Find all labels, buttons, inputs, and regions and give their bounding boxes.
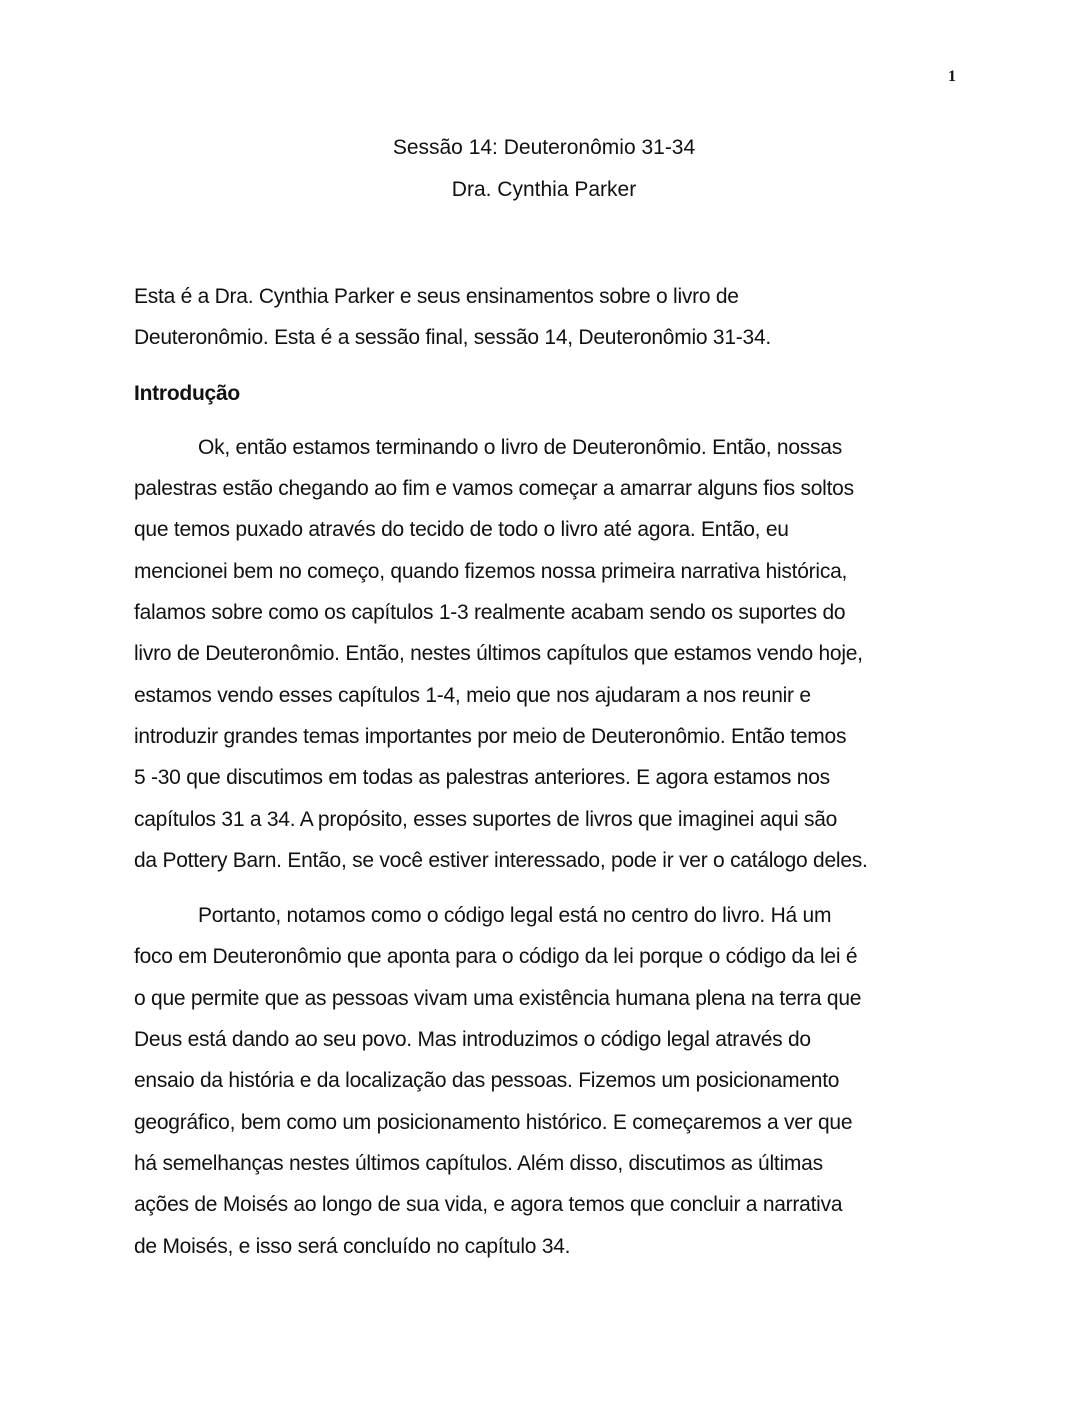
document-body	[134, 276, 956, 1281]
paragraph-line: 5 -30 que discutimos em todas as palestras anteriores. E agora estamos nos	[134, 766, 830, 790]
paragraph-1	[134, 427, 956, 881]
paragraph-line: Ok, então estamos terminando o livro de Deuteronômio. Então, nossas	[198, 435, 842, 459]
paragraph-line: livro de Deuteronômio. Então, nestes últimos capítulos que estamos vendo hoje,	[134, 642, 863, 666]
paragraph-2	[134, 895, 956, 1267]
page-number: 1	[948, 68, 956, 85]
session-title: Sessão 14: Deuteronômio 31-34	[392, 136, 696, 159]
paragraph-line: palestras estão chegando ao fim e vamos começar a amarrar alguns fios soltos	[134, 477, 854, 501]
intro-line: Deuteronômio. Esta é a sessão final, sessão 14, Deuteronômio 31-34.	[134, 326, 771, 350]
paragraph-line: o que permite que as pessoas vivam uma existência humana plena na terra que	[134, 986, 862, 1010]
paragraph-line: geográfico, bem como um posicionamento histórico. E começaremos a ver que	[134, 1110, 853, 1134]
paragraph-line: falamos sobre como os capítulos 1-3 realmente acabam sendo os suportes do	[134, 601, 846, 625]
intro-line: Esta é a Dra. Cynthia Parker e seus ensinamentos sobre o livro de	[134, 285, 739, 308]
paragraph-line: ações de Moisés ao longo de sua vida, e agora temos que concluir a narrativa	[134, 1193, 843, 1217]
paragraph-line: Portanto, notamos como o código legal está no centro do livro. Há um	[198, 904, 832, 928]
section-heading: Introdução	[134, 381, 240, 405]
intro-paragraph	[134, 276, 956, 359]
author-name: Dra. Cynthia Parker	[451, 178, 637, 201]
paragraph-line: estamos vendo esses capítulos 1-4, meio que nos ajudaram a nos reunir e	[134, 683, 811, 707]
title-block	[0, 127, 1088, 211]
paragraph-line: mencionei bem no começo, quando fizemos nossa primeira narrativa histórica,	[134, 559, 848, 583]
paragraph-line: de Moisés, e isso será concluído no capítulo 34.	[134, 1234, 571, 1258]
paragraph-line: introduzir grandes temas importantes por meio de Deuteronômio. Então temos	[134, 724, 847, 748]
paragraph-line: há semelhanças nestes últimos capítulos. Além disso, discutimos as últimas	[134, 1151, 823, 1175]
paragraph-line: capítulos 31 a 34. A propósito, esses suportes de livros que imaginei aqui são	[134, 807, 838, 831]
paragraph-line: da Pottery Barn. Então, se você estiver interessado, pode ir ver o catálogo deles.	[134, 848, 868, 872]
paragraph-line: Deus está dando ao seu povo. Mas introduzimos o código legal através do	[134, 1028, 811, 1052]
paragraph-line: que temos puxado através do tecido de todo o livro até agora. Então, eu	[134, 518, 789, 542]
paragraph-line: ensaio da história e da localização das pessoas. Fizemos um posicionamento	[134, 1069, 840, 1093]
paragraph-line: foco em Deuteronômio que aponta para o código da lei porque o código da lei é	[134, 945, 858, 969]
